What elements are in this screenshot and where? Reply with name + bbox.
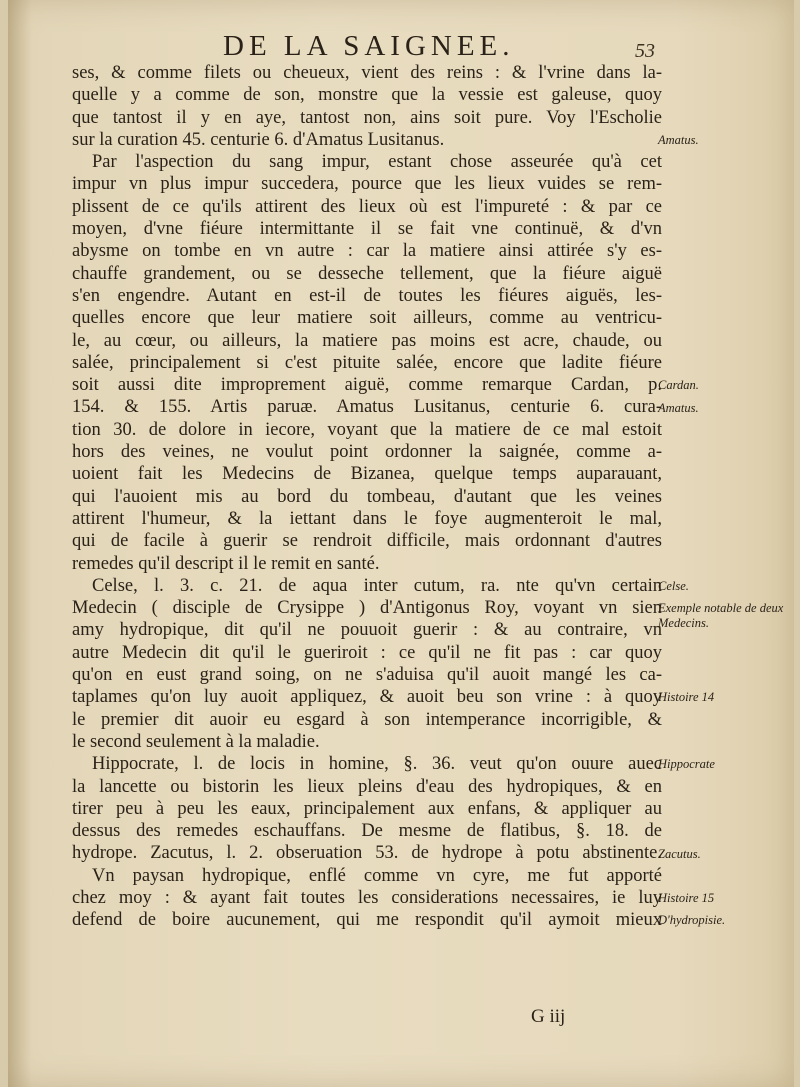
- text-line: tion 30. de dolore in iecore, voyant que la matiere de ce mal estoit: [72, 419, 662, 440]
- text-line: quelle y a comme de son, monstre que la vessie est galeuse, quoy: [72, 85, 662, 106]
- text-line: sur la curation 45. centurie 6. d'Amatus Lusitanus.: [72, 129, 445, 150]
- text-line: le, au cœur, ou ailleurs, la matiere pas moins est acre, chaude, ou: [72, 330, 662, 351]
- text-line: quelles encore que leur matiere soit ailleurs, comme au ventricu-: [72, 308, 662, 329]
- margin-note: Hippocrate: [658, 757, 715, 772]
- text-line: amy hydropique, dit qu'il ne pouuoit guerir : & au contraire, vn: [72, 620, 662, 641]
- margin-note: D'hydropisie.: [658, 913, 726, 928]
- text-line: abysme on tombe en vn autre : car la matiere ainsi attirée s'y es-: [72, 241, 662, 262]
- signature-mark: G iij: [531, 1006, 566, 1027]
- margin-note: Cardan.: [658, 378, 699, 393]
- text-line: Hippocrate, l. de locis in homine, §. 36. veut qu'on ouure auec: [92, 754, 662, 775]
- text-line: dessus des remedes eschauffans. De mesme de flatibus, §. 18. de: [72, 821, 662, 842]
- text-line: remedes qu'il descript il le remit en santé.: [72, 553, 380, 574]
- text-line: plissent de ce qu'ils attirent des lieux où est l'impureté : & par ce: [72, 196, 662, 217]
- text-line: qui l'auoient mis au bord du tombeau, d'autant que les veines: [72, 486, 662, 507]
- running-title: DE LA SAIGNEE.: [223, 30, 515, 62]
- text-line: ses, & comme filets ou cheueux, vient des reins : & l'vrine dans la-: [72, 63, 662, 83]
- margin-note: Celse.: [658, 578, 689, 593]
- text-line: le premier dit auoir eu esgard à son intemperance incorrigible, &: [72, 709, 662, 730]
- text-line: Medecin ( disciple de Crysippe ) d'Antigonus Roy, voyant vn sien: [72, 598, 662, 619]
- text-line: chez moy : & ayant fait toutes les considerations necessaires, ie luy: [72, 887, 662, 908]
- text-line: Par l'aspection du sang impur, estant chose asseurée qu'à cet: [92, 152, 662, 173]
- text-line: autre Medecin dit qu'il le gueriroit : ce qu'il ne fit pas : car quoy: [72, 642, 662, 663]
- text-line: moyen, d'vne fiéure intermittante il se fait vne continuë, & d'vn: [72, 219, 662, 240]
- margin-note: Histoire 14: [658, 690, 715, 705]
- margin-note: Amatus.: [658, 132, 699, 147]
- text-line: chauffe grandement, ou se desseche tellement, que la fiéure aiguë: [72, 263, 662, 284]
- text-line: le second seulement à la maladie.: [72, 731, 320, 752]
- text-line: attirent l'humeur, & la iettant dans le foye augmenteroit le mal,: [72, 508, 662, 529]
- text-line: s'en engendre. Autant en est-il de toutes les fiéures aiguës, les-: [72, 285, 662, 306]
- margin-note: Zacutus.: [658, 846, 701, 861]
- text-line: 154. & 155. Artis paruæ. Amatus Lusitanus, centurie 6. cura-: [72, 397, 662, 418]
- margin-note: Exemple notable de deux Medecins.: [658, 601, 784, 631]
- text-line: que tantost il y en aye, tantost non, ains soit pure. Voy l'Escholie: [72, 107, 662, 128]
- text-line: soit aussi dite improprement aiguë, comme remarque Cardan, p.: [72, 375, 662, 396]
- text-line: defend de boire aucunement, qui me respondit qu'il aymoit mieux: [72, 910, 662, 931]
- text-line: la lancette ou bistorin les lieux pleins d'eau des hydropiques, & en: [72, 776, 662, 797]
- text-line: salée, principalement si c'est pituite salée, encore que ladite fiéure: [72, 352, 662, 373]
- text-line: qu'on en eust grand soing, on ne s'aduisa qu'il auoit mangé les ca-: [72, 665, 662, 686]
- text-line: qui de facile à guerir se rendroit difficile, mais ordonnant d'autres: [72, 531, 662, 552]
- body-text: [72, 62, 662, 932]
- text-line: tirer peu à peu les eaux, principalement aux enfans, & appliquer au: [72, 798, 662, 819]
- margin-note: Histoire 15: [658, 891, 715, 906]
- text-line: uoient fait les Medecins de Bizanea, quelque temps auparauant,: [72, 464, 662, 485]
- margin-note: Amatus.: [658, 400, 699, 415]
- text-line: hydrope. Zacutus, l. 2. obseruation 53. de hydrope à potu abstinente.: [72, 843, 662, 864]
- text-line: impur vn plus impur succedera, pource que les lieux vuides se rem-: [72, 174, 662, 195]
- text-line: Vn paysan hydropique, enflé comme vn cyre, me fut apporté: [92, 865, 662, 886]
- text-line: taplames qu'on luy auoit appliquez, & auoit beu son vrine : à quoy: [72, 687, 662, 708]
- text-line: hors des veines, ne voulut point ordonner la saignée, comme a-: [72, 442, 662, 463]
- page-header: [8, 30, 794, 60]
- text-line: Celse, l. 3. c. 21. de aqua inter cutum, ra. nte qu'vn certain: [92, 575, 662, 596]
- book-page: [8, 0, 794, 1087]
- page-number: 53: [635, 40, 655, 62]
